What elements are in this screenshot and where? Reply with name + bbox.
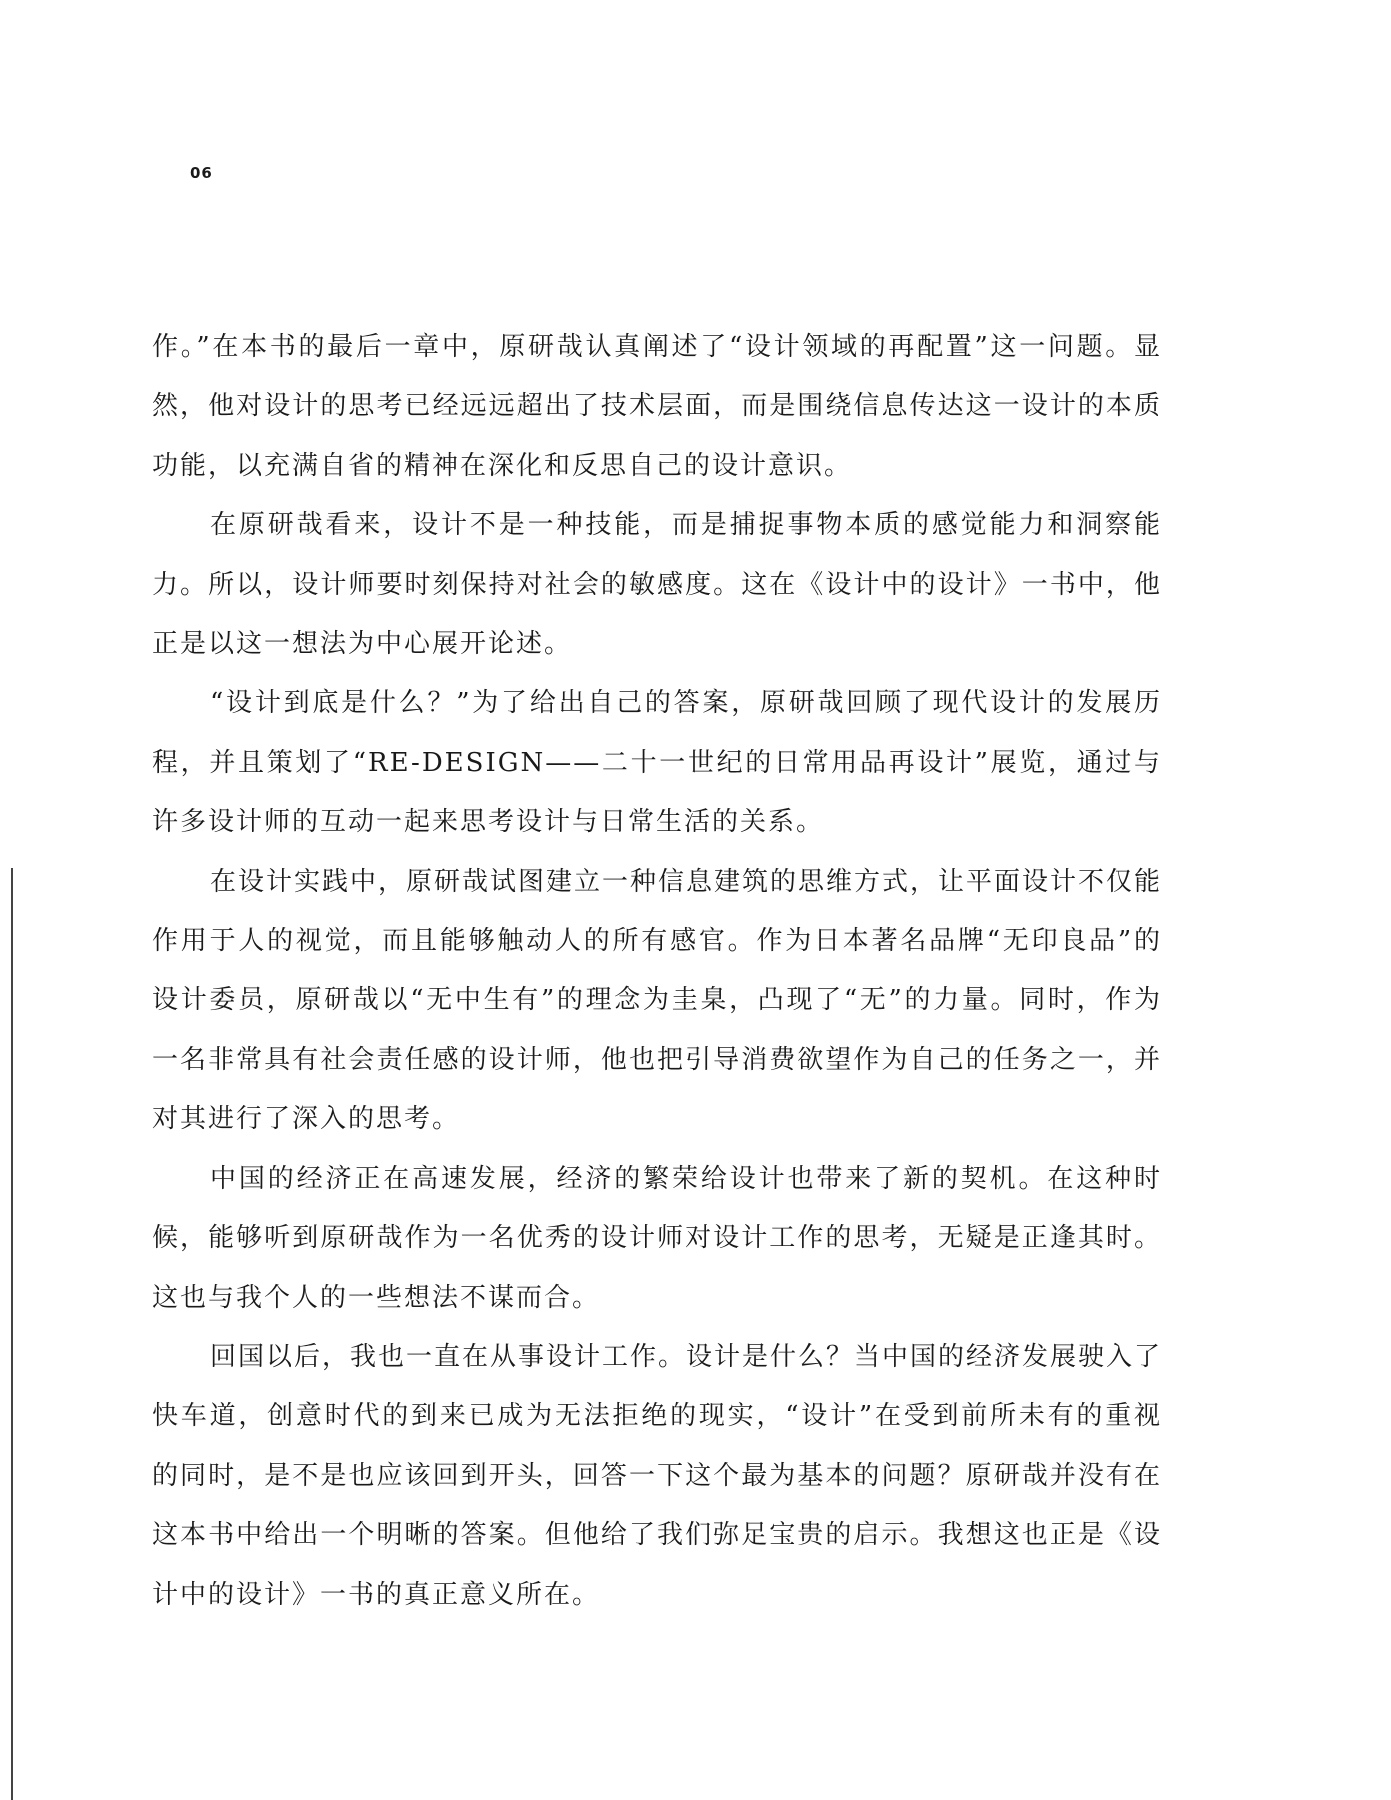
- paragraph-4: 在设计实践中，原研哉试图建立一种信息建筑的思维方式，让平面设计不仅能作用于人的视觉，而且能够触动人的所有感官。作为日本著名品牌“无印良品”的设计委员，原研哉以“无中生有”的理念为圭臬，凸现了“无”的力量。同时，作为一名非常具有社会责任感的设计师，他也把引导消费欲望作为自己的任务之一，并对其进行了深入的思考。: [152, 866, 1163, 1135]
- paragraph-5: 中国的经济正在高速发展，经济的繁荣给设计也带来了新的契机。在这种时候，能够听到原研哉作为一名优秀的设计师对设计工作的思考，无疑是正逢其时。这也与我个人的一些想法不谋而合。: [152, 1163, 1162, 1313]
- scan-binding-line: [11, 868, 13, 1800]
- body-text: [152, 318, 1162, 1625]
- paragraph-6: 回国以后，我也一直在从事设计工作。设计是什么？当中国的经济发展驶入了快车道，创意时代的到来已成为无法拒绝的现实，“设计”在受到前所未有的重视的同时，是不是也应该回到开头，回答一下这个最为基本的问题？原研哉并没有在这本书中给出一个明晰的答案。但他给了我们弥足宝贵的启示。我想这也正是《设计中的设计》一书的真正意义所在。: [152, 1341, 1163, 1610]
- paragraph-3: “设计到底是什么？”为了给出自己的答案，原研哉回顾了现代设计的发展历程，并且策划了“RE-DESIGN——二十一世纪的日常用品再设计”展览，通过与许多设计师的互动一起来思考设计与日常生活的关系。: [152, 688, 1162, 838]
- page-number: 06: [190, 164, 213, 182]
- paragraph-2: 在原研哉看来，设计不是一种技能，而是捕捉事物本质的感觉能力和洞察能力。所以，设计师要时刻保持对社会的敏感度。这在《设计中的设计》一书中，他正是以这一想法为中心展开论述。: [152, 510, 1162, 660]
- paragraph-1: 作。”在本书的最后一章中，原研哉认真阐述了“设计领域的再配置”这一问题。显然，他对设计的思考已经远远超出了技术层面，而是围绕信息传达这一设计的本质功能，以充满自省的精神在深化和反思自己的设计意识。: [152, 332, 1162, 481]
